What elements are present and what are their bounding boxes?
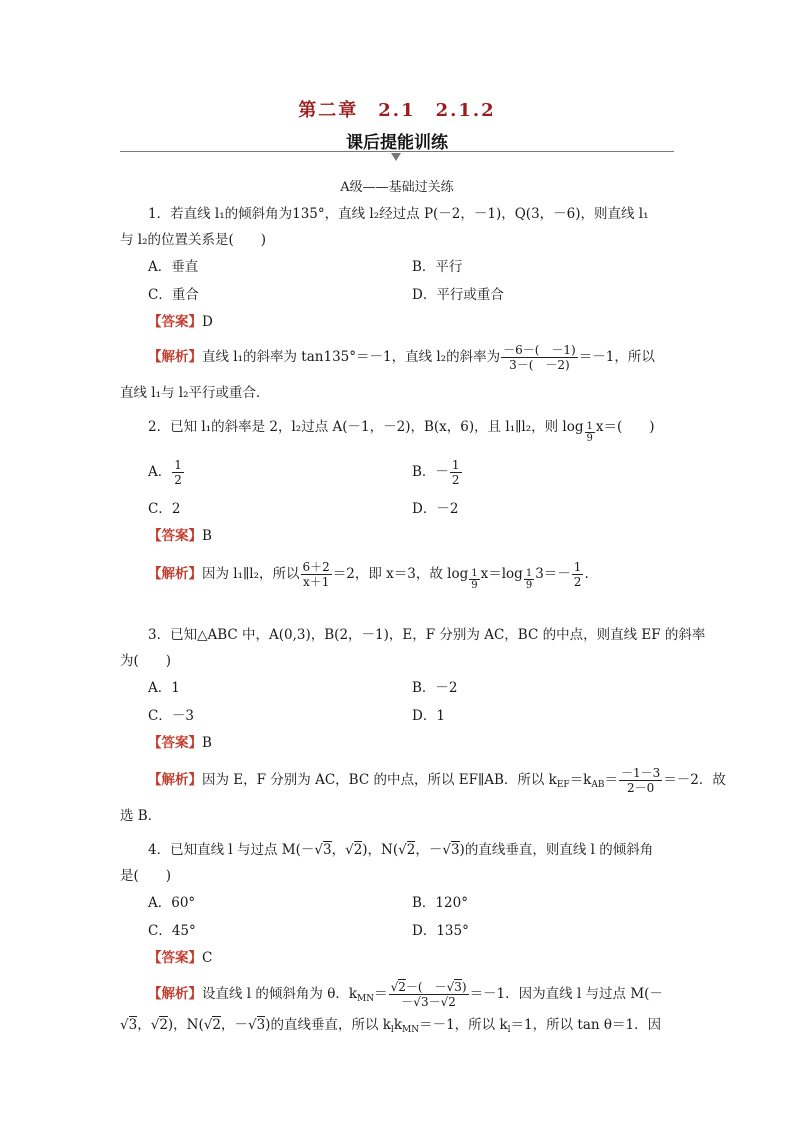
sqrt-icon: √ [120, 1017, 129, 1033]
q3-analysis-text-2: ＝－2．故 [663, 772, 726, 788]
fraction-numerator: －6－( －1) [503, 343, 576, 357]
q1-line1: 1．若直线 l₁的倾斜角为135°，直线 l₂经过点 P(－2，－1)，Q(3，－6)，则直线 l₁ [148, 206, 649, 222]
q2-text-2: x＝( ) [595, 419, 655, 435]
q4-text-4: )的直线垂直，则直线 l 的倾斜角 [459, 842, 654, 858]
fraction-numerator: 1 [586, 421, 593, 432]
sqrt-icon: √ [314, 842, 323, 858]
q2-analysis-end: . [584, 566, 589, 582]
radicand: 2 [406, 842, 416, 858]
q4-analysis-text-4: ，－ [220, 1017, 248, 1033]
q2-option-d: D．－2 [412, 501, 459, 517]
subscript: l [390, 1025, 394, 1035]
q3-analysis-line2: 选 B． [120, 808, 162, 824]
q1-analysis-text-2: ＝－1，所以 [578, 349, 655, 365]
q4-analysis-text-8: ＝1，所以 tan θ＝1．因 [510, 1017, 662, 1033]
q2-analysis-text-4: 3＝－ [535, 566, 571, 582]
fraction-numerator: 1 [525, 568, 533, 579]
q1-analysis-line2: 直线 l₁与 l₂平行或重合． [120, 385, 270, 401]
q3-answer [148, 734, 212, 752]
fraction-numerator: －1－3 [621, 766, 661, 780]
comma: ， [331, 842, 346, 858]
sqrt-icon: √ [446, 980, 455, 994]
answer-tag: 【答案】 [148, 528, 202, 544]
numerator-text: －( － [405, 980, 447, 994]
sqrt-icon: √ [413, 995, 421, 1009]
q3-analysis [148, 766, 726, 795]
analysis-tag: 【解析】 [148, 566, 202, 582]
q1-analysis-text: 直线 l₁的斜率为 tan135°＝－1，直线 l₂的斜率为 [202, 349, 501, 365]
q1-answer [148, 313, 213, 331]
fraction-numerator: 1 [471, 568, 478, 579]
chapter-title: 第二章 2.1 2.1.2 [298, 100, 496, 121]
q3-option-c: C．－3 [148, 708, 194, 724]
radicand: 2 [159, 1017, 168, 1033]
q4-slope-fraction [389, 980, 469, 1009]
denominator-text: － [428, 995, 441, 1009]
q2-fraction [301, 560, 332, 589]
q3-analysis-text: 因为 E，F 分别为 AC，BC 的中点，所以 EF∥AB．所以 k [202, 772, 557, 788]
q4-answer [148, 949, 212, 967]
header-divider [120, 151, 674, 152]
q3-line1: 3．已知△ABC 中，A(0,3)，B(2，－1)，E，F 分别为 AC，BC 的中点，则直线 EF 的斜率 [148, 627, 706, 643]
fraction-numerator: 1 [451, 458, 460, 472]
divider-triangle-icon [391, 153, 401, 161]
level-heading: A级——基础过关练 [340, 180, 454, 195]
q4-option-c: C．45° [148, 923, 196, 939]
q2-option-a [148, 458, 185, 487]
fraction-denominator: 9 [586, 433, 593, 444]
fraction-denominator: 9 [525, 580, 533, 591]
q4-line1 [148, 841, 653, 859]
q1-analysis [148, 343, 655, 372]
q1-slope-fraction [501, 343, 578, 372]
q4-analysis-text-5: )的直线垂直，所以 k [265, 1017, 391, 1033]
fraction-denominator: 9 [471, 580, 478, 591]
fraction-denominator: 2 [174, 473, 182, 487]
sqrt-icon: √ [203, 1017, 213, 1033]
radicand: 2 [212, 1017, 221, 1033]
q2-text: 2．已知 l₁的斜率是 2，l₂过点 A(－1，－2)，B(x，6)，且 l₁∥l₂，则 log [148, 419, 584, 435]
sqrt-icon: √ [390, 980, 399, 994]
fraction-numerator: 6＋2 [302, 560, 330, 574]
answer-tag: 【答案】 [148, 950, 202, 966]
fraction-numerator: 1 [573, 560, 582, 574]
radicand: 3 [322, 842, 332, 858]
q3-option-d: D．1 [412, 708, 445, 724]
q3-answer-value: B [202, 735, 212, 751]
q4-option-a: A．60° [148, 895, 196, 911]
q3-line2: 为( ) [120, 653, 172, 669]
q2-analysis [148, 560, 589, 591]
option-prefix: A． [148, 464, 172, 480]
q1-option-d: D．平行或重合 [412, 287, 504, 303]
log-base-fraction [524, 568, 534, 591]
q4-text-2: )，N( [362, 842, 399, 858]
log-base-fraction [585, 421, 595, 444]
q4-text: 4．已知直线 l 与过点 M(－ [148, 842, 315, 858]
subscript: AB [591, 780, 605, 790]
q3-analysis-eq: ＝ [604, 772, 618, 788]
answer-tag: 【答案】 [148, 314, 202, 330]
q2-option-c: C．2 [148, 501, 181, 517]
radicand: 3 [128, 1017, 138, 1033]
radicand: 3 [454, 980, 462, 994]
q2-option-b [412, 458, 463, 487]
q1-answer-value: D [202, 314, 213, 330]
denominator-text: － [401, 995, 414, 1009]
q2-analysis-text-2: ＝2，即 x＝3，故 log [332, 566, 469, 582]
fraction-denominator: 2－0 [627, 781, 655, 795]
q4-option-b: B．120° [412, 895, 468, 911]
q3-analysis-mid: ＝k [569, 772, 592, 788]
sqrt-icon: √ [440, 995, 449, 1009]
q4-analysis-text-6: k [393, 1017, 402, 1033]
fraction-denominator: x＋1 [302, 575, 330, 589]
fraction-denominator [389, 995, 469, 1009]
q3-option-b: B．－2 [412, 680, 458, 696]
q1-option-c: C．重合 [148, 287, 199, 303]
page-subtitle: 课后提能训练 [346, 133, 448, 153]
equals-sign: ＝ [374, 986, 388, 1002]
q2-stem [148, 418, 655, 444]
option-fraction [172, 458, 184, 487]
fraction-numerator: 1 [174, 458, 182, 472]
q4-line2: 是( ) [120, 868, 172, 884]
radicand: 2 [448, 995, 456, 1009]
q4-option-d: D．135° [412, 923, 469, 939]
subscript: MN [402, 1025, 420, 1035]
comma: ， [137, 1017, 151, 1033]
q3-slope-fraction [619, 766, 662, 795]
q2-answer [148, 527, 212, 545]
radicand: 3 [256, 1017, 266, 1033]
radicand: 2 [398, 980, 406, 994]
analysis-tag: 【解析】 [148, 772, 202, 788]
q4-analysis-text-3: )，N( [167, 1017, 204, 1033]
fraction-denominator: 2 [573, 575, 582, 589]
sqrt-icon: √ [345, 842, 354, 858]
q2-answer-value: B [202, 528, 212, 544]
q2-analysis-text-3: x＝log [480, 566, 523, 582]
q4-answer-value: C [202, 950, 213, 966]
sqrt-icon: √ [398, 842, 407, 858]
radicand: 3 [420, 995, 429, 1009]
subscript: EF [556, 780, 570, 790]
sqrt-icon: √ [442, 842, 451, 858]
radicand: 3 [450, 842, 460, 858]
answer-tag: 【答案】 [148, 735, 202, 751]
q4-analysis-text-7: ＝－1，所以 k [419, 1017, 508, 1033]
sqrt-icon: √ [150, 1017, 160, 1033]
q2-analysis-text: 因为 l₁∥l₂，所以 [202, 566, 300, 582]
subscript: l [507, 1025, 511, 1035]
q2-result-fraction [572, 560, 584, 589]
analysis-tag: 【解析】 [148, 349, 202, 365]
q1-option-b: B．平行 [412, 259, 463, 275]
q4-analysis-text-2: ＝－1．因为直线 l 与过点 M(－ [469, 986, 663, 1002]
analysis-tag: 【解析】 [148, 986, 202, 1002]
q3-option-a: A．1 [148, 680, 180, 696]
q1-option-a: A．垂直 [148, 259, 199, 275]
sqrt-icon: √ [247, 1017, 257, 1033]
q4-text-3: ，－ [415, 842, 443, 858]
option-prefix: B．－ [412, 464, 449, 480]
fraction-denominator: 2 [451, 473, 460, 487]
q4-analysis [148, 980, 663, 1009]
q1-line2: 与 l₂的位置关系是( ) [120, 232, 267, 248]
q4-analysis-text: 设直线 l 的倾斜角为 θ．k [202, 986, 357, 1002]
fraction-numerator: √2－( －√3) [390, 980, 467, 994]
q4-analysis-line2 [120, 1016, 661, 1034]
option-fraction [450, 458, 462, 487]
log-base-fraction [469, 568, 479, 591]
subscript: MN [357, 994, 375, 1004]
radicand: 2 [353, 842, 363, 858]
fraction-denominator: 3－( －2) [509, 358, 570, 372]
